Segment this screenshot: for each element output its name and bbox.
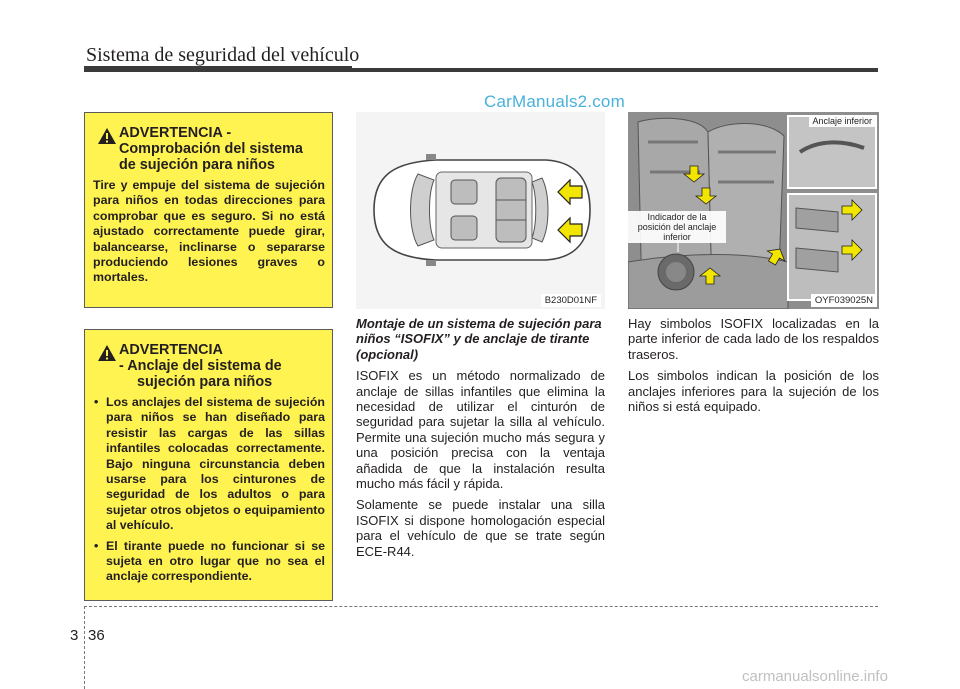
warning-title-line3: de sujeción para niños: [119, 157, 275, 173]
paragraph: Hay simbolos ISOFIX localizadas en la parte inferior de cada lado de los respaldos traseros.: [628, 316, 879, 362]
paragraph: ISOFIX es un método normalizado de anclaje de sillas infantiles que elimina la necesidad de utilizar el cinturón de seguridad para sujetar la silla al vehículo. Permite una sujeción mucho más segura y una posición precisa con la ventaja añadida de que la instalación resulta mucho más fácil y rápida.: [356, 368, 605, 492]
text-column-symbols: [628, 316, 879, 420]
warning-title-line3: sujeción para niños: [137, 374, 273, 390]
text-column-isofix: [356, 316, 605, 565]
paragraph: Los simbolos indican la posición de los anclajes inferiores para la sujeción de los niños si está equipado.: [628, 368, 879, 415]
warning-triangle-icon: [97, 344, 117, 362]
page-header-title: Sistema de seguridad del vehículo: [86, 44, 360, 66]
warning-heading: [97, 125, 325, 173]
warning-bullet: • El tirante puede no funcionar si se sujeta en otro lugar que no sea el anclaje correspondiente.: [93, 539, 325, 585]
footer-rule: [84, 606, 878, 607]
figure-rear-seats: [628, 112, 879, 309]
warning-title-line1: ADVERTENCIA -: [119, 125, 232, 141]
page-number: 36: [88, 627, 105, 644]
label-lower-anchor: Anclaje inferior: [809, 115, 875, 127]
warning-title-line2: Comprobación del sistema: [119, 141, 303, 157]
chapter-number: 3: [70, 627, 79, 644]
section-heading: Montaje de un sistema de sujeción para niños “ISOFIX” y de anclaje de tirante (opcional): [356, 316, 602, 362]
paragraph: Solamente se puede instalar una silla ISOFIX si dispone homologación especial para el vehículo de que se trate según ECE-R44.: [356, 497, 605, 559]
figure-code: OYF039025N: [811, 294, 877, 307]
watermark-bottom: carmanualsonline.info: [742, 668, 888, 685]
warning-title-line1: ADVERTENCIA: [119, 342, 223, 358]
footer-divider: [84, 606, 85, 689]
car-top-view-illustration: [356, 112, 605, 309]
warning-body: Tire y empuje del sistema de sujeción para niños en todas direcciones para comprobar que es seguro. Si no está ajustado correctamente puede girar, balancearse, inclinarse o separarse produciendo lesiones graves o mortales.: [93, 178, 325, 285]
header-rule: [84, 68, 878, 72]
warning-title-line2: - Anclaje del sistema de: [119, 358, 282, 374]
warning-box-check-restraint: [84, 112, 333, 308]
warning-triangle-icon: [97, 127, 117, 145]
figure-code: B230D01NF: [541, 294, 601, 307]
figure-car-top-view: [356, 112, 605, 309]
warning-heading: [97, 342, 325, 390]
warning-bullet: • Los anclajes del sistema de sujeción para niños se han diseñado para resistir las cargas de las sillas infantiles colocadas correctamente. Bajo ninguna circunstancia deben usarse para los cinturones de seguridad de los adultos o para sujetar otros objetos o equipamiento al vehículo.: [93, 395, 325, 534]
watermark-top: CarManuals2.com: [484, 92, 625, 111]
label-anchor-indicator: Indicador de la posición del anclaje inferior: [628, 211, 726, 243]
warning-box-anchorage: [84, 329, 333, 601]
warning-body: [93, 395, 325, 590]
